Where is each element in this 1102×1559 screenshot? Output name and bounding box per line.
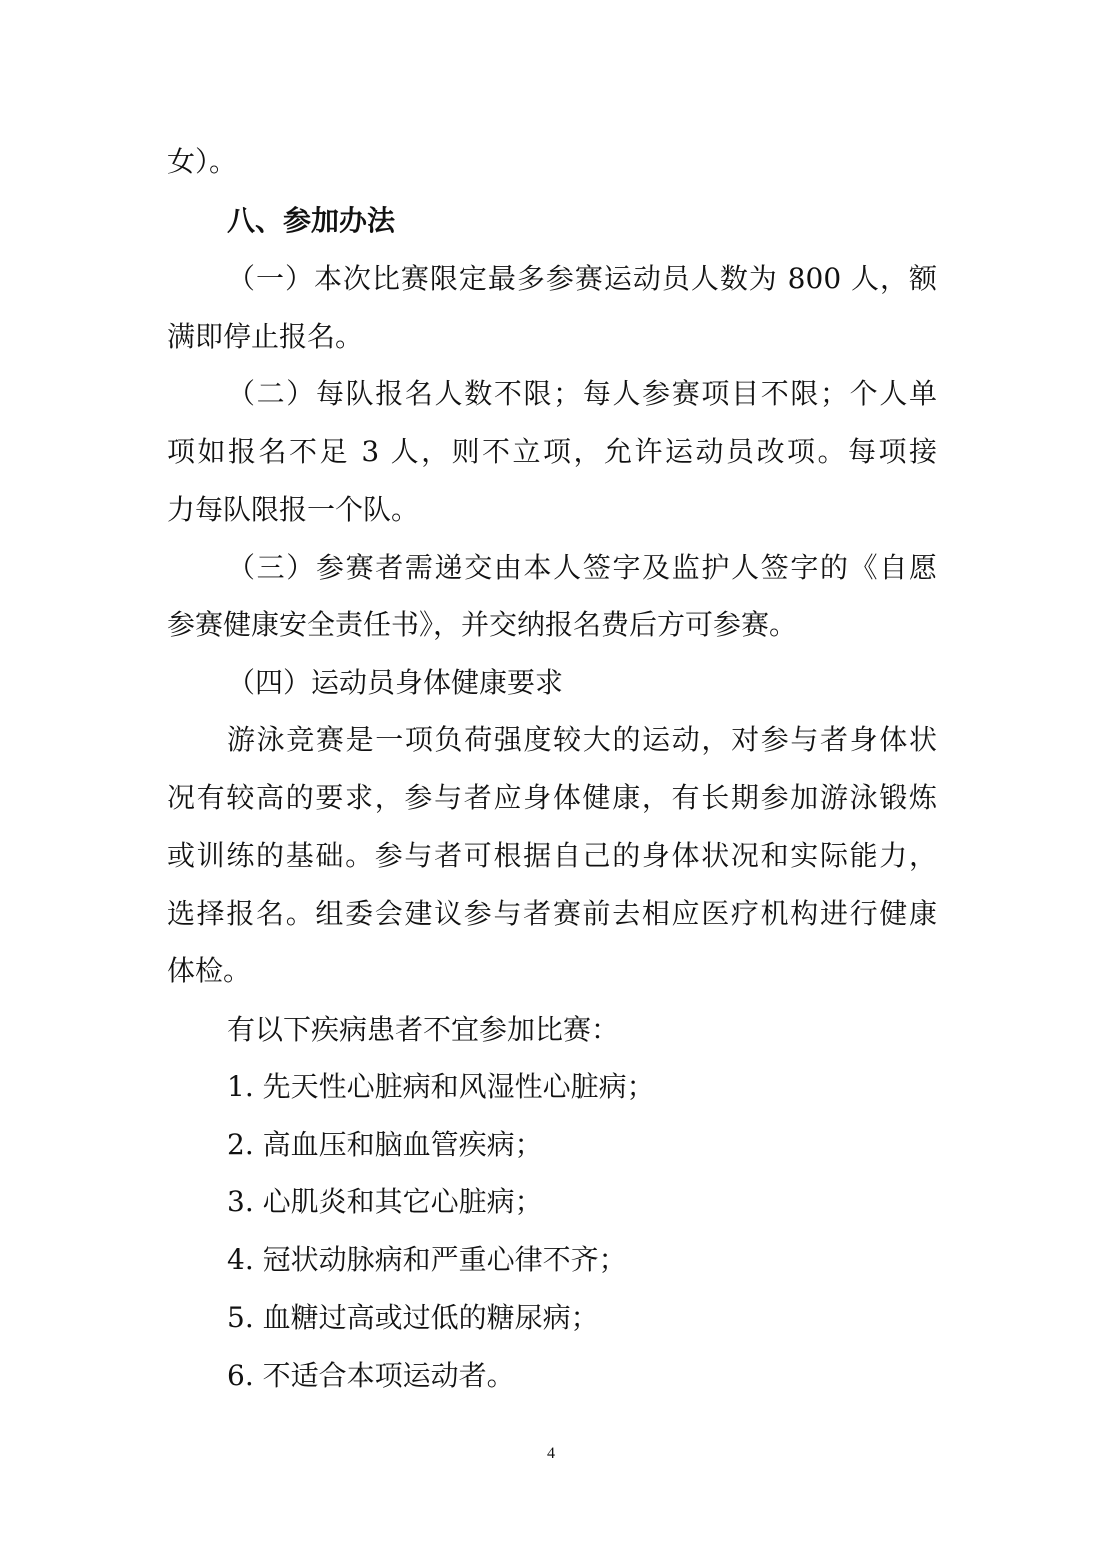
paragraph-2-line-2: 项如报名不足 3 人，则不立项，允许运动员改项。每项接 [167, 435, 937, 468]
subheading-health-requirements: （四）运动员身体健康要求 [227, 666, 564, 699]
paragraph-1-line-1: （一）本次比赛限定最多参赛运动员人数为 800 人，额 [227, 262, 937, 295]
list-intro: 有以下疾病患者不宜参加比赛： [227, 1013, 620, 1046]
paragraph-4-line-1: 游泳竞赛是一项负荷强度较大的运动，对参与者身体状 [227, 723, 937, 756]
paragraph-2-line-3: 力每队限报一个队。 [167, 493, 420, 526]
section-heading: 八、参加办法 [227, 204, 396, 237]
text-line-continuation: 女）。 [167, 145, 238, 178]
paragraph-1-line-2: 满即停止报名。 [167, 320, 364, 353]
list-item: 3. 心肌炎和其它心脏病； [227, 1185, 543, 1218]
page-number: 4 [547, 1445, 555, 1462]
paragraph-4-line-4: 选择报名。组委会建议参与者赛前去相应医疗机构进行健康 [167, 897, 937, 930]
list-item: 6. 不适合本项运动者。 [227, 1359, 515, 1392]
list-item: 1. 先天性心脏病和风湿性心脏病； [227, 1070, 655, 1103]
list-item: 2. 高血压和脑血管疾病； [227, 1128, 543, 1161]
paragraph-4-line-5: 体检。 [167, 954, 252, 987]
list-item: 4. 冠状动脉病和严重心律不齐； [227, 1243, 627, 1276]
list-item: 5. 血糖过高或过低的糖尿病； [227, 1301, 599, 1334]
paragraph-4-line-2: 况有较高的要求，参与者应身体健康，有长期参加游泳锻炼 [167, 781, 937, 814]
paragraph-3-line-1: （三）参赛者需递交由本人签字及监护人签字的《自愿 [227, 551, 937, 584]
paragraph-4-line-3: 或训练的基础。参与者可根据自己的身体状况和实际能力， [167, 839, 937, 872]
paragraph-2-line-1: （二）每队报名人数不限；每人参赛项目不限；个人单 [227, 377, 937, 410]
paragraph-3-line-2: 参赛健康安全责任书》，并交纳报名费后方可参赛。 [167, 608, 798, 641]
